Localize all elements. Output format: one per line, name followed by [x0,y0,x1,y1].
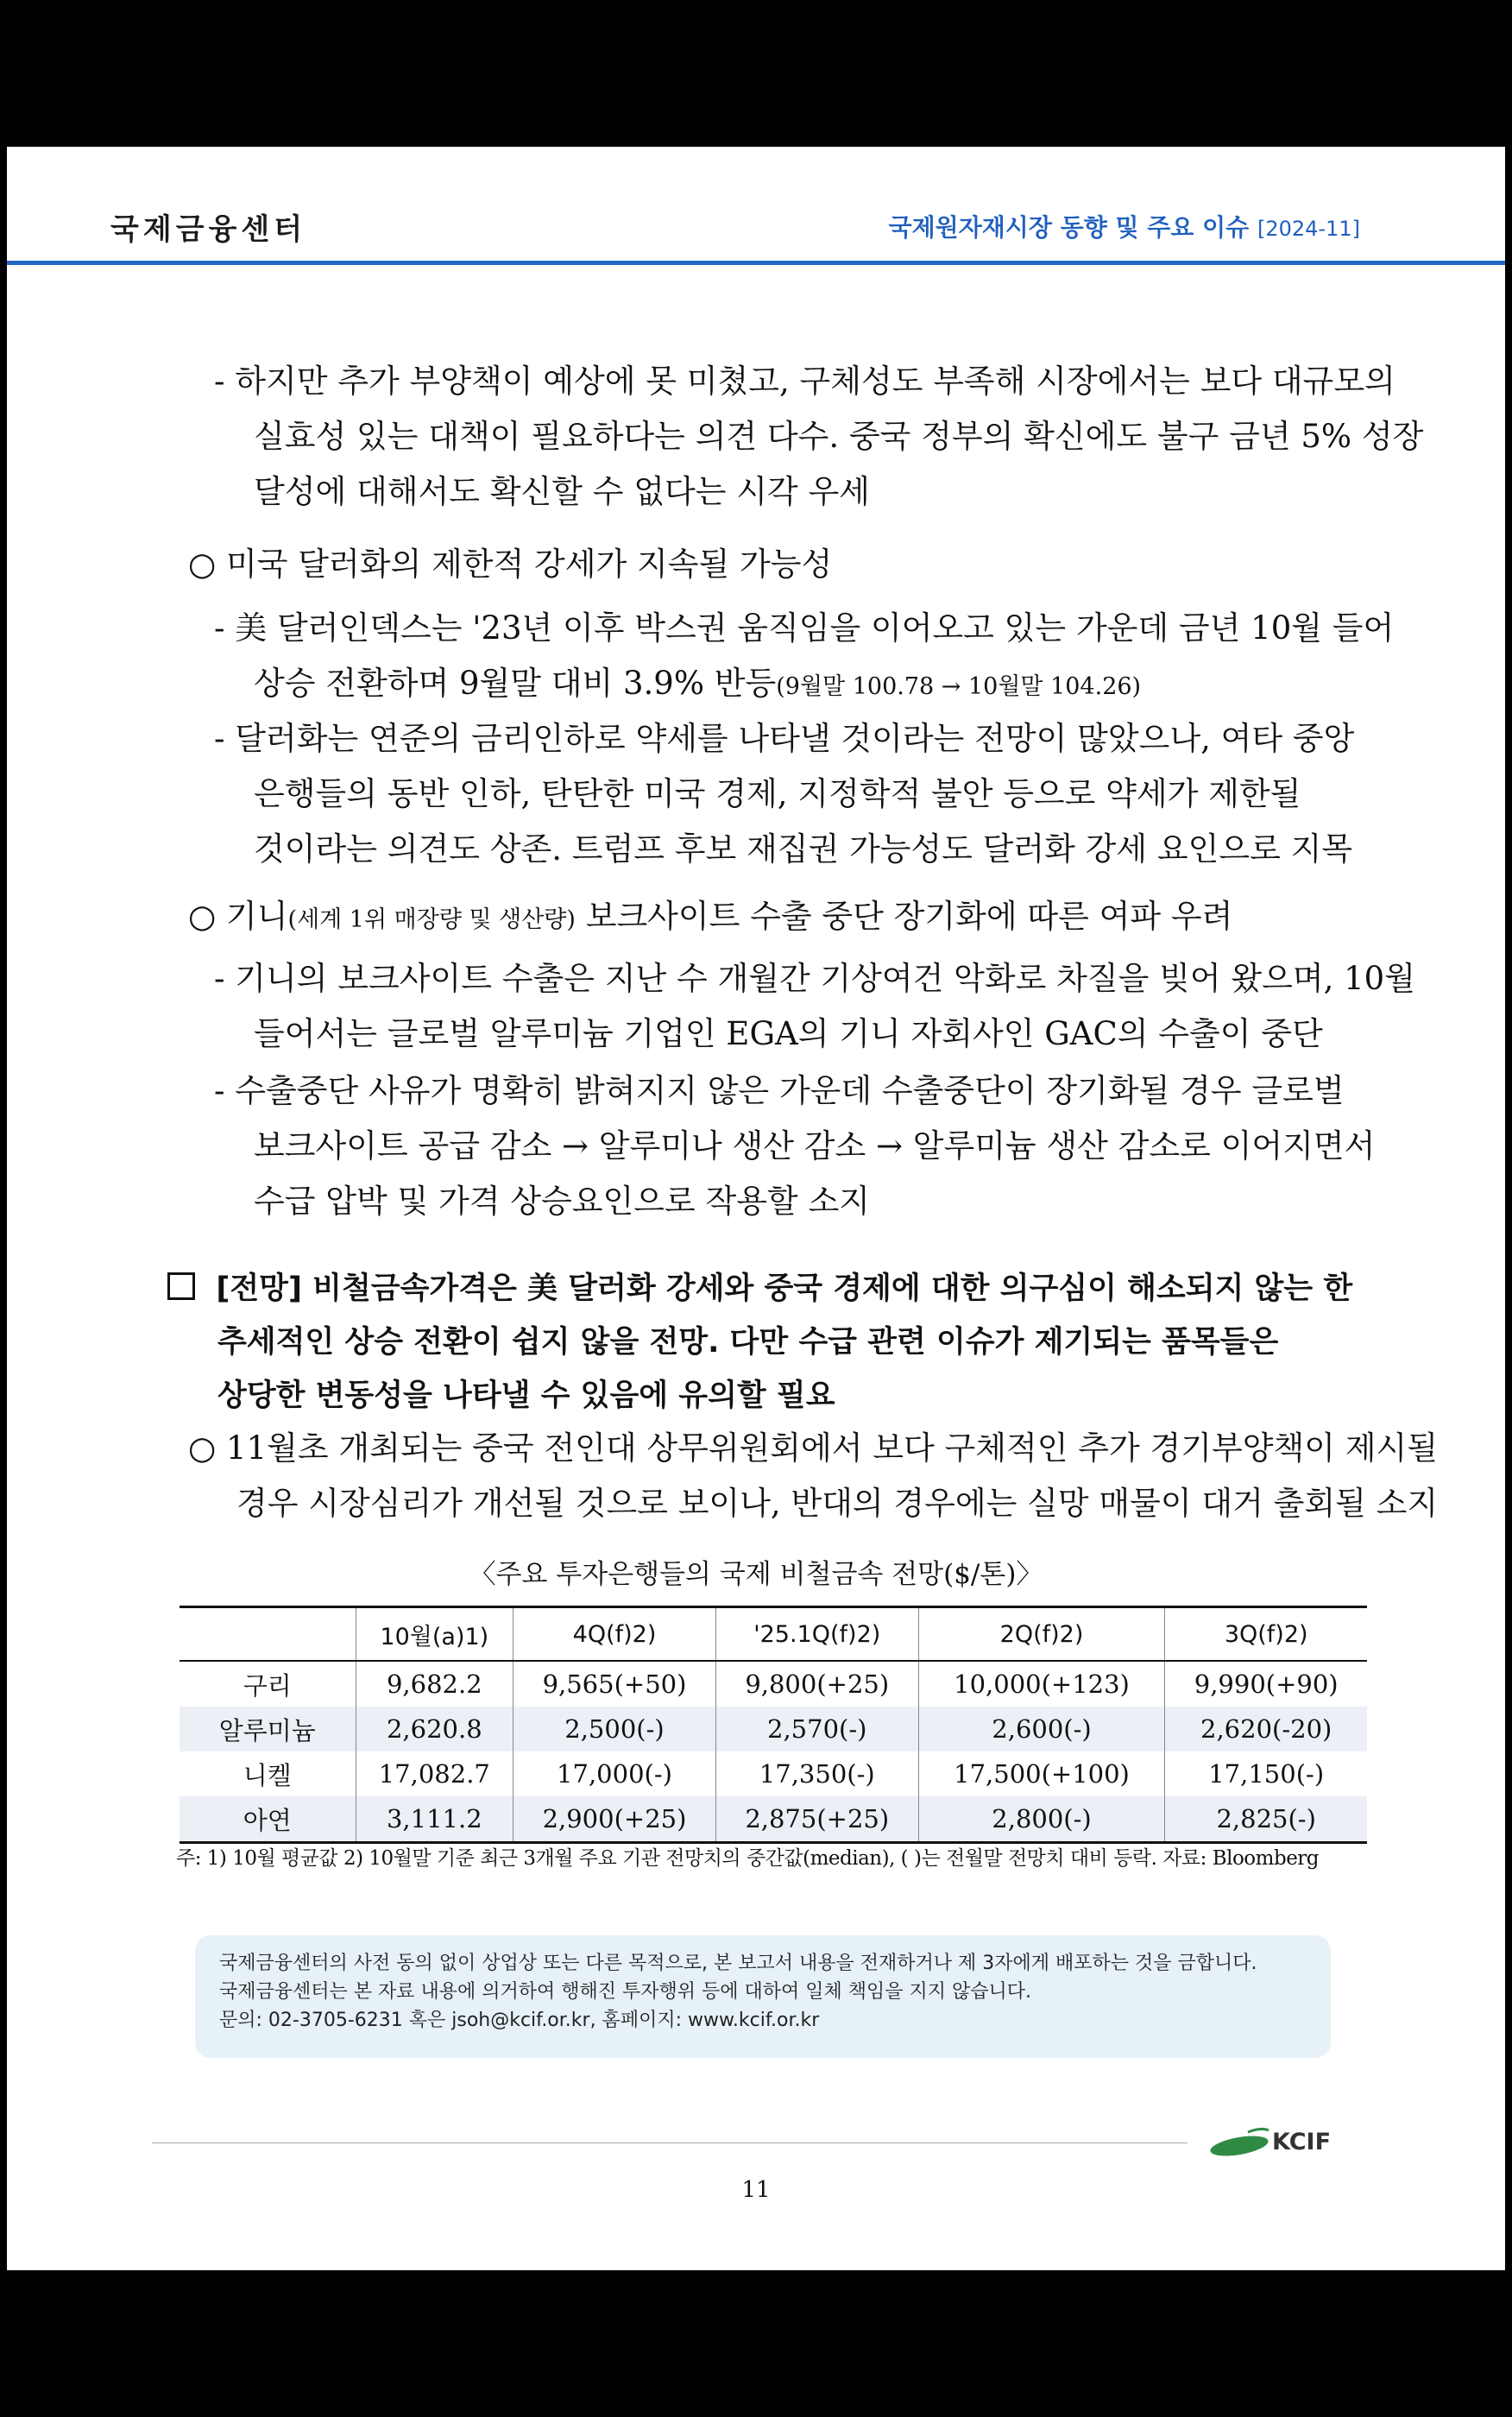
table-cell: 9,990(+90) [1165,1661,1367,1707]
text-line: - 달러화는 연준의 금리인하로 약세를 나타낼 것이라는 전망이 많았으나, 여타 중앙 [214,720,1355,757]
table-cell: 17,000(-) [513,1751,716,1796]
text-line: ○ 미국 달러화의 제한적 강세가 지속될 가능성 [188,546,833,583]
text-line [214,656,1394,715]
row-label: 알루미늄 [180,1707,356,1751]
table-header-row [180,1607,1367,1662]
text-main: 보크사이트 수출 중단 장기화에 따른 여파 우려 [575,898,1233,935]
column-header: 10월(a)1) [356,1607,513,1662]
metals-forecast-table [180,1606,1367,1844]
table-caption: 〈주요 투자은행들의 국제 비철금속 전망($/톤)〉 [469,1559,1043,1590]
table-row [180,1751,1367,1796]
table-cell: 2,900(+25) [513,1796,716,1843]
text-line: 달성에 대해서도 확신할 수 없다는 시각 우세 [254,473,870,510]
checkbox-square-icon [167,1272,195,1300]
table-cell: 2,570(-) [715,1707,918,1751]
page-number: 11 [741,2177,771,2203]
report-title [889,209,1360,243]
column-header: 3Q(f)2) [1165,1607,1367,1662]
table-cell: 2,620(-20) [1165,1707,1367,1751]
text-line: - 수출중단 사유가 명확히 밝혀지지 않은 가운데 수출중단이 장기화될 경우 글로벌 [214,1072,1345,1109]
disclaimer-line: 문의: 02-3705-6231 혹은 jsoh@kcif.or.kr, 홈페이지: www.kcif.or.kr [219,2010,820,2031]
text-line: - 기니의 보크사이트 수출은 지난 수 개월간 기상여건 악화로 차질을 빚어 왔으며, 10월 [214,960,1415,997]
column-header: 4Q(f)2) [513,1607,716,1662]
table-cell: 17,350(-) [715,1751,918,1796]
table-cell: 17,500(+100) [918,1751,1165,1796]
row-label: 아연 [180,1796,356,1843]
text-main: 상승 전환하며 9월말 대비 3.9% 반등 [254,665,777,702]
text-line: - 美 달러인덱스는 '23년 이후 박스권 움직임을 이어오고 있는 가운데 금년 10월 들어 [214,609,1395,647]
table-cell: 2,500(-) [513,1707,716,1751]
paragraph-bauxite-exports [214,951,1415,1062]
paragraph-dollar-index [214,601,1394,715]
column-header [180,1607,356,1662]
document-page [7,147,1505,2270]
disclaimer-box [195,1935,1331,2058]
table-cell: 2,825(-) [1165,1796,1367,1843]
table-cell: 2,620.8 [356,1707,513,1751]
page-header [7,147,1505,268]
text-main: [전망] 비철금속가격은 美 달러화 강세와 중국 경제에 대한 의구심이 해소되지 않는 한 [216,1272,1353,1306]
text-line [188,889,1232,948]
paragraph-china-stimulus [214,354,1423,520]
table-cell: 9,565(+50) [513,1661,716,1707]
table-cell: 3,111.2 [356,1796,513,1843]
section-outlook [167,1262,1352,1423]
table-cell: 9,682.2 [356,1661,513,1707]
column-header: '25.1Q(f)2) [715,1607,918,1662]
text-small: (9월말 100.78 → 10월말 104.26) [776,673,1142,700]
table-cell: 2,800(-) [918,1796,1165,1843]
text-line [167,1262,1352,1316]
bullet-dollar-strength [188,537,832,592]
text-line: 들어서는 글로벌 알루미늄 기업인 EGA의 기니 자회사인 GAC의 수출이 중단 [254,1015,1323,1052]
paragraph-supply-impact [214,1063,1375,1229]
table-cell: 17,150(-) [1165,1751,1367,1796]
table-cell: 2,875(+25) [715,1796,918,1843]
paragraph-dollar-outlook [214,711,1354,877]
bullet-guinea-bauxite [188,889,1232,948]
column-header: 2Q(f)2) [918,1607,1165,1662]
text-line: 수급 압박 및 가격 상승요인으로 작용할 소지 [254,1183,870,1220]
disclaimer-line: 국제금융센터의 사전 동의 없이 상업상 또는 다른 목적으로, 본 보고서 내용을 전재하거나 제 3자에게 배포하는 것을 금합니다. [219,1953,1257,1974]
report-date: [2024-11] [1257,217,1360,241]
text-line: ○ 11월초 개최되는 중국 전인대 상무위원회에서 보다 구체적인 추가 경기부양책이 제시될 [188,1429,1438,1467]
disclaimer-line: 국제금융센터는 본 자료 내용에 의거하여 행해진 투자행위 등에 대하여 일체 책임을 지지 않습니다. [219,1981,1031,2003]
table-cell: 17,082.7 [356,1751,513,1796]
table-cell: 9,800(+25) [715,1661,918,1707]
logo-text: KCIF [1272,2129,1332,2155]
text-main: ○ 기니 [188,898,288,935]
org-name: 국제금융센터 [110,212,307,247]
table-row [180,1661,1367,1707]
table-row [180,1707,1367,1751]
report-title-text: 국제원자재시장 동향 및 주요 이슈 [888,213,1250,242]
header-rule [7,261,1505,265]
table-cell: 10,000(+123) [918,1661,1165,1707]
row-label: 니켈 [243,1760,292,1790]
text-line: 추세적인 상승 전환이 쉽지 않을 전망. 다만 수급 관련 이슈가 제기되는 품목들은 [217,1325,1279,1360]
text-line: 실효성 있는 대책이 필요하다는 의견 다수. 중국 정부의 확신에도 불구 금년 5% 성장 [254,418,1424,455]
footer-rule [152,2142,1188,2143]
row-label: 구리 [243,1670,292,1701]
table-cell: 2,600(-) [918,1707,1165,1751]
table-row [180,1796,1367,1843]
text-small: (세계 1위 매장량 및 생산량) [287,906,576,933]
text-line: 보크사이트 공급 감소 → 알루미나 생산 감소 → 알루미늄 생산 감소로 이어지면서 [254,1127,1376,1164]
table-footnote: 주: 1) 10월 평균값 2) 10월말 기준 최근 3개월 주요 기관 전망치의 중간값(median), ( )는 전월말 전망치 대비 등락. 자료: Bloomberg [176,1847,1320,1870]
text-line: 상당한 변동성을 나타낼 수 있음에 유의할 필요 [217,1379,835,1413]
text-line: - 하지만 추가 부양책이 예상에 못 미쳤고, 구체성도 부족해 시장에서는 보다 대규모의 [214,363,1395,400]
text-line: 은행들의 동반 인하, 탄탄한 미국 경제, 지정학적 불안 등으로 약세가 제한될 [254,775,1301,812]
text-line: 경우 시장심리가 개선될 것으로 보이나, 반대의 경우에는 실망 매물이 대거 출회될 소지 [236,1485,1439,1522]
bullet-npc-stimulus [188,1421,1438,1531]
text-line: 것이라는 의견도 상존. 트럼프 후보 재집권 가능성도 달러화 강세 요인으로 지목 [254,830,1353,868]
